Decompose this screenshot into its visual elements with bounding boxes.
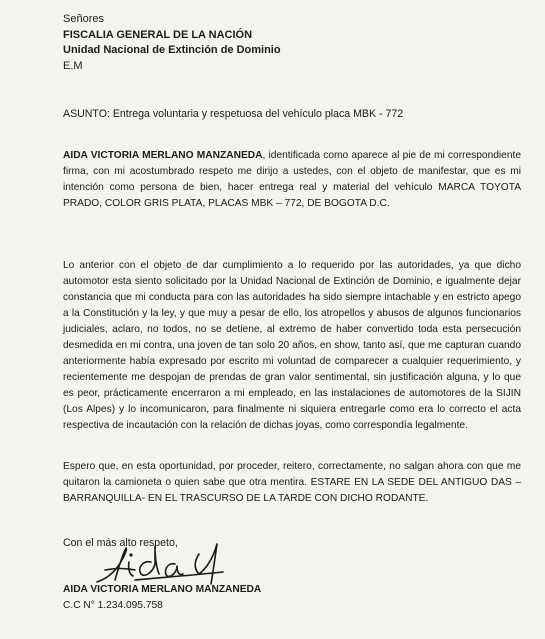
paragraph-body: Lo anterior con el objeto de dar cumplimiento a lo requerido por las autoridades, ya que dicho automotor esta siento solicitado por la Unidad Nacional de Extinción de Dominio, e igualmente dejar constancia que mi conducta para con las autoridades ha sido siempre intachable y en estricto apego a la Constitución y la ley, y que muy a pesar de ello, los atropellos y abusos de algunos funcionarios judiciales, aclaro, no todos, no se detiene, al extremo de haber convertido toda esta persecución desmedida en mi contra, una joven de tan solo 20 años, en show, tanto así, que me capturan cuando anteriormente había expresado por escrito mi voluntad de comparecer a cualquier requerimiento, y recientemente me despojan de prendas de gran valor sentimental, sin justificación alguna, y lo que es peor, prácticamente encerraron a mi empleado, en las instalaciones de automotores de la SIJIN (Los Alpes) y lo incomunicaron, para finalmente ni siquiera entregarle como era lo correcto el acta respectiva de incautación con la relación de dichas joyas, como correspondía legalmente.	[63, 260, 521, 431]
unit-name: Unidad Nacional de Extinción de Dominio	[63, 44, 281, 56]
salutation: Señores	[63, 13, 104, 25]
signatory-name: AIDA VICTORIA MERLANO MANZANEDA	[63, 584, 262, 595]
entity-name: FISCALIA GENERAL DE LA NACIÓN	[63, 28, 253, 41]
subject-line: ASUNTO: Entrega voluntaria y respetuosa del vehículo placa MBK - 772	[63, 108, 404, 120]
paragraph-intro	[63, 148, 521, 212]
entity-abbreviation: E.M	[63, 59, 83, 72]
sender-name: AIDA VICTORIA MERLANO MANZANEDA	[63, 150, 263, 161]
closing-phrase: Con el más alto respeto,	[63, 537, 178, 549]
paragraph-intro-text: , identificada como aparece al pie de mi correspondiente firma, con mi acostumbrado respeto me dirijo a ustedes, con el objeto de manifestar, que es mi intención como persona de bien, hacer entrega real y material del vehículo MARCA TOYOTA PRADO, COLOR GRIS PLATA, PLACAS MBK – 772, DE BOGOTA D.C.	[63, 150, 521, 209]
paragraph-conclusion: Espero que, en esta oportunidad, por proceder, reitero, correctamente, no salgan ahora con que me quitaron la camioneta o quien sabe que otra mentira. ESTARE EN LA SEDE DEL ANTIGUO DAS – BARRANQUILLA- EN EL TRASCURSO DE LA TARDE CON DICHO RODANTE.	[63, 461, 521, 504]
handwritten-signature	[95, 540, 245, 588]
signatory-id: C.C N° 1.234.095.758	[63, 600, 163, 611]
addressee-block	[63, 12, 281, 74]
